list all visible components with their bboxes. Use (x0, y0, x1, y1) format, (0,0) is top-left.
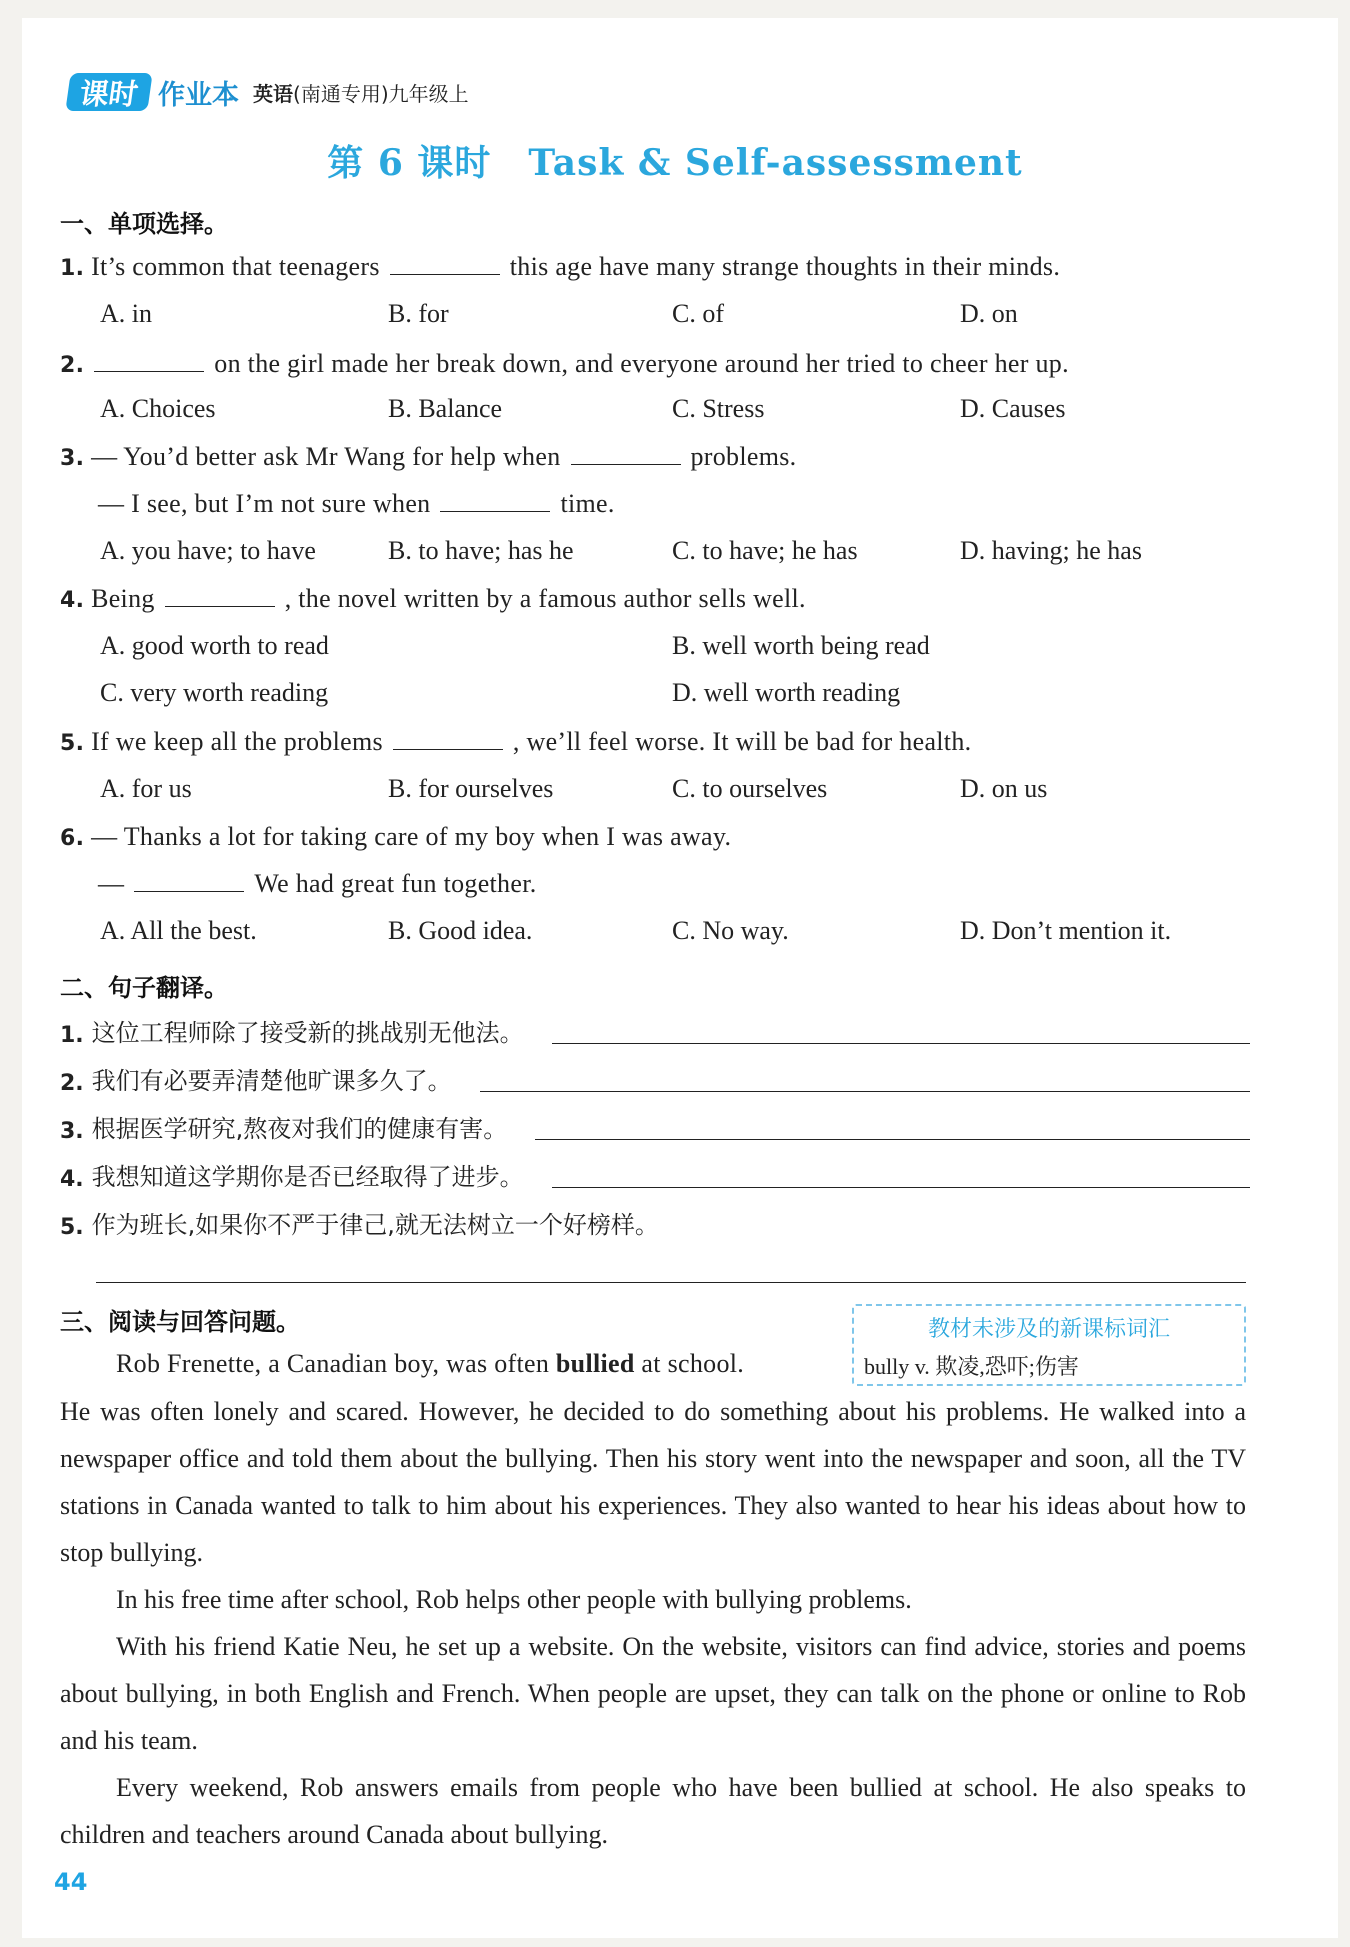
q3-line2-before: — I see, but I’m not sure when (98, 489, 431, 518)
translation-5-answer-line[interactable] (96, 1282, 1246, 1283)
q1-option-c: C. of (672, 299, 724, 328)
q6-line2-after: We had great fun together. (254, 869, 537, 898)
brand-logo: 课时 (65, 73, 152, 111)
q3-blank2 (440, 493, 550, 512)
q3-option-c: C. to have; he has (672, 536, 858, 565)
section3-heading: 三、阅读与回答问题。 (60, 1308, 300, 1336)
q2-stem (60, 349, 1069, 379)
q2-number: 2. (60, 353, 85, 378)
passage-bold-word: bullied (555, 1349, 635, 1378)
q2-option-c: C. Stress (672, 394, 765, 423)
passage-paragraph-2: In his free time after school, Rob helps other people with bullying problems. (116, 1585, 912, 1614)
q5-blank (393, 731, 503, 750)
translation-item-1 (60, 1010, 1250, 1048)
q6-number: 6. (60, 826, 85, 851)
passage-first-line (116, 1349, 744, 1379)
q1-option-a: A. in (100, 299, 152, 328)
brand-logo-text: 作业本 (158, 79, 240, 111)
q4-stem (60, 584, 806, 614)
translation-3-answer-line[interactable] (535, 1139, 1250, 1140)
q4-number: 4. (60, 588, 85, 613)
q6-line1: — Thanks a lot for taking care of my boy when I was away. (91, 822, 732, 851)
translation-1-number: 1. (60, 1023, 84, 1048)
q1-number: 1. (60, 256, 85, 281)
q4-option-a: A. good worth to read (100, 631, 329, 660)
q6-option-b: B. Good idea. (388, 916, 533, 945)
passage-paragraph-1: He was often lonely and scared. However, he decided to do something about his problems. He walked into a newspaper office and told them about the bullying. Then his story went into the newspaper and soon, all the TV stations in Canada wanted to talk to him about his experiences. They also wanted to hear his ideas about how to stop bullying. (60, 1397, 1246, 1567)
q6-option-a: A. All the best. (100, 916, 257, 945)
q2-option-d: D. Causes (960, 394, 1066, 423)
q1-before: It’s common that teenagers (91, 252, 380, 281)
book-header (68, 72, 469, 112)
q4-blank (165, 588, 275, 607)
q3-stem-line2 (98, 489, 615, 519)
translation-1-answer-line[interactable] (552, 1043, 1250, 1044)
translation-4-answer-line[interactable] (552, 1187, 1250, 1188)
q5-option-d: D. on us (960, 774, 1048, 803)
translation-item-5 (60, 1202, 1250, 1240)
passage-p1-end: at school. (634, 1349, 745, 1378)
q3-blank1 (571, 446, 681, 465)
q1-stem (60, 252, 1060, 282)
q3-line2-after: time. (560, 489, 615, 518)
page-number: 44 (54, 1868, 88, 1896)
q1-option-b: B. for (388, 299, 449, 328)
q4-option-c: C. very worth reading (100, 678, 329, 707)
translation-4-number: 4. (60, 1167, 84, 1192)
q6-line2-before: — (98, 869, 125, 898)
translation-4-text: 我想知道这学期你是否已经取得了进步。 (91, 1163, 524, 1191)
q6-stem-line2 (98, 869, 537, 899)
q5-after: , we’ll feel worse. It will be bad for health. (512, 727, 972, 756)
subject: 英语 (253, 81, 294, 106)
q1-option-d: D. on (960, 299, 1018, 328)
q3-line1-after: problems. (690, 442, 797, 471)
translation-3-text: 根据医学研究,熬夜对我们的健康有害。 (91, 1115, 508, 1143)
q6-blank (134, 873, 244, 892)
q3-number: 3. (60, 446, 85, 471)
q1-blank (390, 256, 500, 275)
vocab-note-entry: bully v. 欺凌,恐吓;伤害 (864, 1354, 1079, 1379)
q6-option-c: C. No way. (672, 916, 789, 945)
q2-option-a: A. Choices (100, 394, 216, 423)
section2-heading: 二、句子翻译。 (60, 974, 228, 1002)
translation-2-number: 2. (60, 1071, 84, 1096)
vocab-note-title: 教材未涉及的新课标词汇 (927, 1317, 1170, 1342)
translation-5-number: 5. (60, 1215, 84, 1240)
q5-number: 5. (60, 731, 85, 756)
translation-item-3 (60, 1106, 1250, 1144)
edition: (南通专用)九年级上 (293, 81, 469, 106)
passage-paragraph-4: Every weekend, Rob answers emails from people who have been bullied at school. He also speaks to children and teachers around Canada about bullying. (60, 1773, 1246, 1849)
q3-stem-line1 (60, 442, 796, 472)
q6-stem-line1 (60, 822, 731, 852)
translation-2-answer-line[interactable] (480, 1091, 1250, 1092)
q2-option-b: B. Balance (388, 394, 503, 423)
q3-option-a: A. you have; to have (100, 536, 316, 565)
q4-after: , the novel written by a famous author sells well. (284, 584, 806, 613)
q3-option-b: B. to have; has he (388, 536, 574, 565)
translation-2-text: 我们有必要弄清楚他旷课多久了。 (91, 1067, 452, 1095)
q4-option-d: D. well worth reading (672, 678, 901, 707)
q5-before: If we keep all the problems (91, 727, 383, 756)
q6-option-d: D. Don’t mention it. (960, 916, 1172, 945)
q5-option-a: A. for us (100, 774, 192, 803)
translation-item-2 (60, 1058, 1250, 1096)
q3-line1-before: — You’d better ask Mr Wang for help when (91, 442, 561, 471)
translation-1-text: 这位工程师除了接受新的挑战别无他法。 (91, 1019, 524, 1047)
q4-before: Being (91, 584, 155, 613)
vocab-note-box (852, 1304, 1246, 1386)
passage-paragraph-3: With his friend Katie Neu, he set up a website. On the website, visitors can find advice, stories and poems about bullying, in both English and French. When people are upset, they can talk on the phone or online to Rob and his team. (60, 1632, 1246, 1755)
lesson-title: 第 6 课时 Task & Self-assessment (327, 142, 1023, 184)
translation-item-4 (60, 1154, 1250, 1192)
passage-p1-start: Rob Frenette, a Canadian boy, was often (116, 1349, 556, 1378)
translation-3-number: 3. (60, 1119, 84, 1144)
q5-option-b: B. for ourselves (388, 774, 554, 803)
q5-stem (60, 727, 971, 757)
book-info (253, 78, 469, 107)
section1-heading: 一、单项选择。 (60, 210, 228, 238)
q2-blank (94, 353, 204, 372)
q2-after: on the girl made her break down, and everyone around her tried to cheer her up. (214, 349, 1069, 378)
q1-after: this age have many strange thoughts in their minds. (509, 252, 1061, 281)
translation-5-text: 作为班长,如果你不严于律己,就无法树立一个好榜样。 (91, 1211, 659, 1239)
q4-option-b: B. well worth being read (672, 631, 930, 660)
q5-option-c: C. to ourselves (672, 774, 828, 803)
q3-option-d: D. having; he has (960, 536, 1142, 565)
